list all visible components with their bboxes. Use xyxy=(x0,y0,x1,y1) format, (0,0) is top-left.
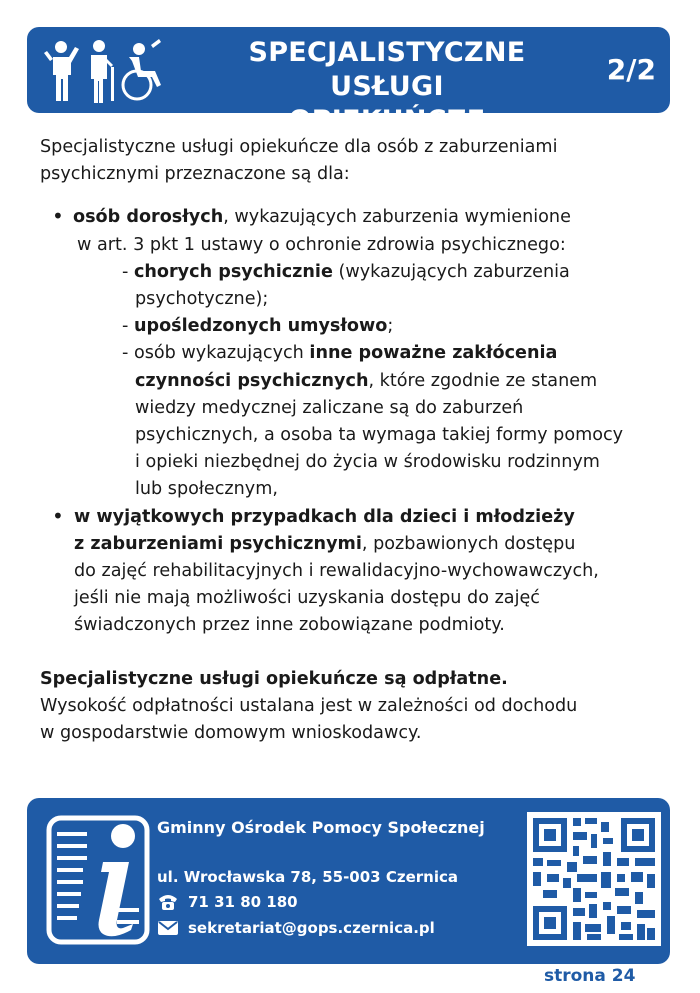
phone-row xyxy=(157,893,298,911)
phone-icon xyxy=(157,893,179,911)
list-item-adults xyxy=(40,204,660,503)
main-content xyxy=(40,134,660,747)
bullet2-line4: jeśli nie mają możliwości uzyskania dostępu do zajęć xyxy=(74,588,540,609)
phone-number[interactable]: 71 31 80 180 xyxy=(188,893,298,911)
dash: - xyxy=(122,316,134,337)
bullet2-bold-line2: z zaburzeniami psychicznymi xyxy=(74,533,362,554)
sub3-line3: wiedzy medycznej zaliczane są do zaburzeń xyxy=(135,397,524,418)
bullet-dot: • xyxy=(52,503,64,528)
sub-item-mentally-ill xyxy=(40,259,660,286)
info-document-icon xyxy=(43,812,161,950)
sub3-line5: i opieki niezbędnej do życia w środowisku rodzinnym xyxy=(135,452,600,473)
sub3-bold-2: czynności psychicznych xyxy=(135,370,369,391)
sub1-rest: (wykazujących zaburzenia xyxy=(332,261,570,282)
fee-line2: Wysokość odpłatności ustalana jest w zależności od dochodu xyxy=(40,695,578,716)
sub3-line6: lub społecznym, xyxy=(135,479,278,500)
email-row xyxy=(157,919,435,937)
bullet-dot: • xyxy=(52,204,64,229)
sub1-bold: chorych psychicznie xyxy=(133,261,333,282)
header-banner xyxy=(27,27,670,136)
list-item-children xyxy=(40,504,660,640)
bullet1-line2: w art. 3 pkt 1 ustawy o ochronie zdrowia psychicznego: xyxy=(77,234,566,255)
bullet2-line5: świadczonych przez inne zobowiązane podmioty. xyxy=(74,615,505,636)
fee-paragraph xyxy=(40,666,660,748)
email-address[interactable]: sekretariat@gops.czernica.pl xyxy=(188,919,435,937)
envelope-icon xyxy=(157,920,179,936)
page-indicator: 2/2 xyxy=(606,53,656,86)
bullet1-bold: osób dorosłych xyxy=(73,207,224,228)
sub-item-other-disorders xyxy=(40,340,660,367)
bullet1-line1-rest: , wykazujących zaburzenia wymienione xyxy=(223,207,571,228)
sub3-line2 xyxy=(40,368,660,395)
sub1-line2: psychotyczne); xyxy=(135,289,269,310)
address: ul. Wrocławska 78, 55-003 Czernica xyxy=(157,868,458,886)
title-line-1: SPECJALISTYCZNE xyxy=(248,37,526,68)
dash: - xyxy=(122,261,134,282)
sub3-bold-1: inne poważne zakłócenia xyxy=(309,343,558,364)
intro-paragraph xyxy=(40,134,660,188)
bullet2-bold-line1: w wyjątkowych przypadkach dla dzieci i młodzieży xyxy=(74,506,575,527)
fee-line3: w gospodarstwie domowym wnioskodawcy. xyxy=(40,723,422,744)
intro-line-2: psychicznymi przeznaczone są dla: xyxy=(40,164,350,185)
page-number: strona 24 xyxy=(544,966,636,986)
fee-bold: Specjalistyczne usługi opiekuńcze są odpłatne. xyxy=(40,668,508,689)
sub2-bold: upośledzonych umysłowo xyxy=(133,316,388,337)
sub3-rest-1: , które zgodnie ze stanem xyxy=(368,370,598,391)
org-name: Gminny Ośrodek Pomocy Społecznej xyxy=(157,818,485,837)
contact-footer xyxy=(27,798,670,964)
people-disability-icon xyxy=(41,37,171,103)
sub2-rest: ; xyxy=(387,316,394,337)
sub-item-intellectual-disability xyxy=(40,313,660,340)
qr-code[interactable] xyxy=(527,812,661,946)
page-title xyxy=(227,36,547,138)
bullet2-line2-rest: , pozbawionych dostępu xyxy=(361,533,576,554)
sub3-dash: - osób wykazujących xyxy=(122,343,310,364)
intro-line-1: Specjalistyczne usługi opiekuńcze dla osób z zaburzeniami xyxy=(40,137,558,157)
title-line-2: USŁUGI OPIEKUŃCZE xyxy=(288,71,486,136)
sub3-line4: psychicznych, a osoba ta wymaga takiej formy pomocy xyxy=(135,425,624,446)
bullet2-line3: do zajęć rehabilitacyjnych i rewalidacyjno-wychowawczych, xyxy=(74,561,599,582)
